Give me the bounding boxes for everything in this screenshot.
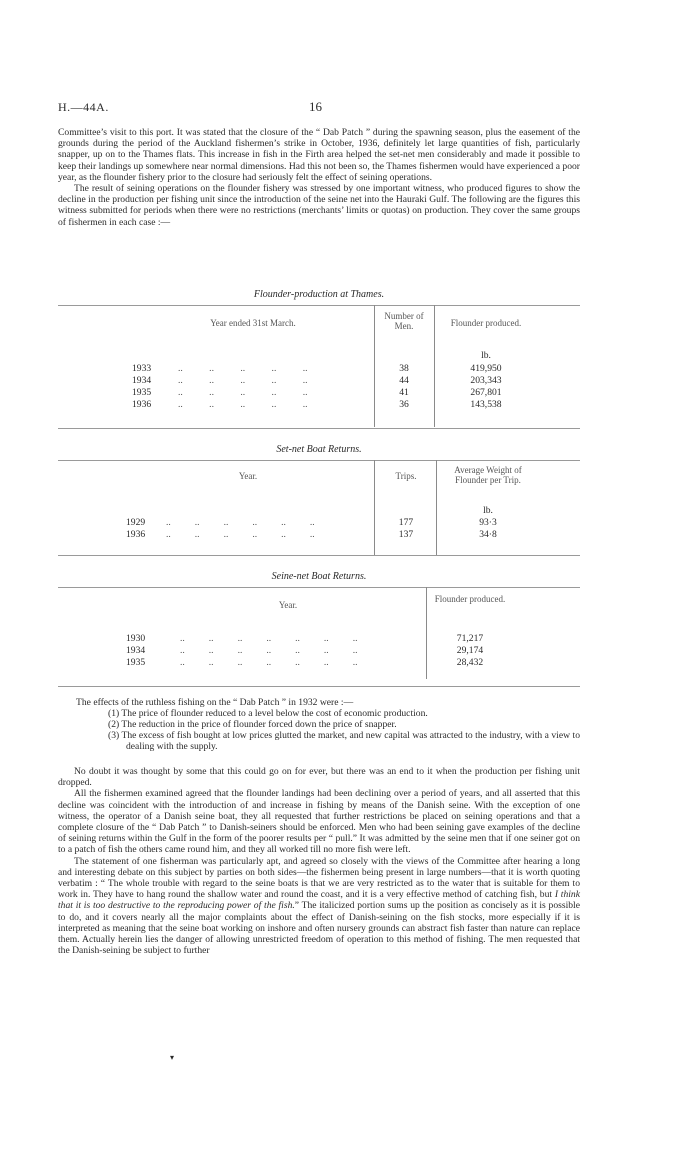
table3-produced: 71,217 bbox=[456, 633, 484, 644]
quote-end: ” The italicized portion sums up the position as concisely as it is possible to do, and it covers nearly all the major complaints about the effect of Danish-seining on the fish stocks, more especially if it is interpreted as meaning that the seine boat working on inshore and often nursery grounds can abstract fish faster than nature can replace them. Actually herein lies the danger of allowing unrestricted freedom of operation to this method of fishing. The men requested that the Danish-seining be subject to further bbox=[58, 900, 580, 957]
table2-header-trips: Trips. bbox=[395, 471, 417, 481]
table1-header-produced: Flounder produced. bbox=[450, 318, 522, 328]
table-seine-net-returns bbox=[58, 587, 580, 687]
table1-leader: .. .. .. .. .. bbox=[178, 363, 308, 374]
table1-divider-1 bbox=[374, 305, 375, 427]
table1-header-men: Number of Men. bbox=[384, 311, 424, 331]
intro-paragraph-2: The result of seining operations on the flounder fishery was stressed by one important witness, who produced figures to show the decline in the production per fishing unit since the introduction of the seine net into the Hauraki Gulf. The following are the figures this witness submitted for periods when there were no restrictions (merchants’ limits or quotas) on production. They cover the same groups of fishermen in each case :— bbox=[58, 183, 580, 228]
table2-year: 1936 bbox=[126, 529, 146, 540]
table-set-net-returns bbox=[58, 460, 580, 556]
table3-header-year: Year. bbox=[278, 600, 298, 610]
table1-leader: .. .. .. .. .. bbox=[178, 375, 308, 386]
table3-caption: Seine-net Boat Returns. bbox=[271, 571, 367, 582]
table1-year: 1934 bbox=[132, 375, 152, 386]
body-text bbox=[58, 766, 580, 956]
table1-header-year: Year ended 31st March. bbox=[210, 318, 296, 328]
table1-produced: 419,950 bbox=[470, 363, 502, 374]
table1-men: 36 bbox=[399, 399, 409, 410]
table1-year: 1933 bbox=[132, 363, 152, 374]
table1-men: 38 bbox=[399, 363, 409, 374]
table1-bottom-rule bbox=[58, 428, 580, 429]
table3-year: 1934 bbox=[126, 645, 146, 656]
table1-produced: 203,343 bbox=[470, 375, 502, 386]
table2-divider-2 bbox=[436, 460, 437, 555]
page-number: 16 bbox=[309, 99, 322, 114]
effects-list bbox=[58, 697, 580, 752]
intro-text bbox=[58, 127, 580, 228]
table3-produced: 28,432 bbox=[456, 657, 484, 668]
table2-header-average: Average Weight of Flounder per Trip. bbox=[454, 465, 522, 485]
table3-leader: .. .. .. .. .. .. .. bbox=[180, 657, 358, 668]
table1-produced: 143,538 bbox=[470, 399, 502, 410]
table3-leader: .. .. .. .. .. .. .. bbox=[180, 645, 358, 656]
body-paragraph-1: No doubt it was thought by some that this could go on for ever, but there was an end to it when the production per fishing unit dropped. bbox=[58, 766, 580, 789]
table2-average: 34·8 bbox=[479, 529, 497, 540]
table3-year: 1935 bbox=[126, 657, 146, 668]
table1-unit: lb. bbox=[481, 350, 491, 361]
effects-item: (1) The price of flounder reduced to a level below the cost of economic production. bbox=[108, 708, 428, 719]
table1-produced: 267,801 bbox=[470, 387, 502, 398]
table2-leader: .. .. .. .. .. .. bbox=[166, 529, 315, 540]
effects-intro: The effects of the ruthless fishing on the “ Dab Patch ” in 1932 were :— bbox=[76, 697, 354, 708]
body-paragraph-3 bbox=[58, 856, 580, 957]
table2-unit: lb. bbox=[483, 505, 493, 516]
table2-leader: .. .. .. .. .. .. bbox=[166, 517, 315, 528]
table2-header-year: Year. bbox=[238, 471, 258, 481]
table2-caption: Set-net Boat Returns. bbox=[276, 444, 362, 455]
italic-quote: I think that it is too destructive to the reproducing power of the fish. bbox=[58, 889, 580, 912]
table1-leader: .. .. .. .. .. bbox=[178, 399, 308, 410]
table3-header-produced: Flounder produced. bbox=[434, 594, 506, 604]
table1-caption: Flounder-production at Thames. bbox=[253, 289, 385, 300]
report-reference: H.—44A. bbox=[58, 100, 109, 114]
table1-divider-2 bbox=[434, 305, 435, 427]
table3-leader: .. .. .. .. .. .. .. bbox=[180, 633, 358, 644]
table3-produced: 29,174 bbox=[456, 645, 484, 656]
table2-bottom-rule bbox=[58, 555, 580, 556]
body-paragraph-2: All the fishermen examined agreed that the flounder landings had been declining over a period of years, and all asserted that this decline was coincident with the introduction of and increase in fishing by means of the Danish seine. With the exception of one witness, the operator of a Danish seine boat, they all requested that further restrictions be placed on seining operations and that a complete closure of the “ Dab Patch ” to Danish-seiners should be enforced. Men who had been seining gave examples of the decline of seining returns within the Gulf in the form of the poorer results per “ pull.” It was admitted by the seine men that if one seiner got on to a patch of fish the others came round him, and they all worked till no more fish were left. bbox=[58, 788, 580, 856]
table1-men: 41 bbox=[399, 387, 409, 398]
effects-item: (2) The reduction in the price of flounder forced down the price of snapper. bbox=[108, 719, 397, 730]
table1-men: 44 bbox=[399, 375, 409, 386]
effects-item: (3) The excess of fish bought at low prices glutted the market, and new capital was attracted to the industry, with a view to dealing with the supply. bbox=[108, 730, 580, 752]
table1-leader: .. .. .. .. .. bbox=[178, 387, 308, 398]
intro-paragraph-1: Committee’s visit to this port. It was stated that the closure of the “ Dab Patch ” during the spawning season, plus the easement of the grounds during the period of the Auckland fishermen’s strike in October, 1936, definitely let large quantities of fish, particularly snapper, up on to the Thames flats. This increase in fish in the Firth area helped the set-net men considerably and made it possible to keep their landings up somewhere near normal dimensions. Had this not been so, the Thames fishermen would have experienced a poor year, as the flounder fishery prior to the closure had seriously felt the effect of seining operations. bbox=[58, 127, 580, 183]
stray-mark: ▾ bbox=[170, 1053, 175, 1062]
table1-year: 1936 bbox=[132, 399, 152, 410]
table3-divider bbox=[426, 587, 427, 679]
table2-trips: 177 bbox=[398, 517, 414, 528]
table2-trips: 137 bbox=[398, 529, 414, 540]
table2-divider-1 bbox=[374, 460, 375, 555]
table2-average: 93·3 bbox=[479, 517, 497, 528]
table1-year: 1935 bbox=[132, 387, 152, 398]
table3-bottom-rule bbox=[58, 686, 580, 687]
table3-year: 1930 bbox=[126, 633, 146, 644]
table-flounder-production bbox=[58, 305, 580, 430]
quote-start: The statement of one fisherman was particularly apt, and agreed so closely with the views of the Committee after hearing a long and interesting debate on this subject by parties on both sides—the fishermen being present in large numbers—that it is worth quoting verbatim : “ The whole trouble with regard to the seine boats is that we are very restricted as to the water that is suitable for them to work in. They have to hang round the shallow water and round the coast, and it is a very effective method of catching fish, but bbox=[58, 855, 580, 901]
table2-year: 1929 bbox=[126, 517, 146, 528]
